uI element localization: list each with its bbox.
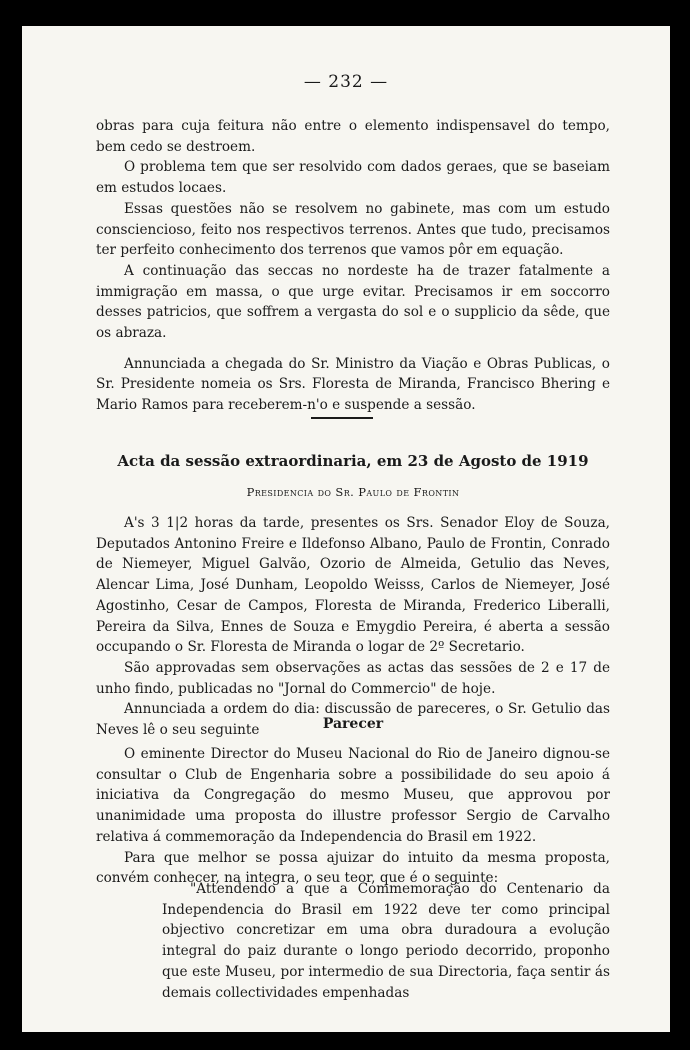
presidencia-line: Presidencia do Sr. Paulo de Frontin [246,485,460,499]
parecer-title: Parecer [322,716,384,732]
paragraph: Annunciada a chegada do Sr. Ministro da Viação e Obras Publicas, o Sr. Presidente nomeia os Srs. Floresta de Miranda, Francisco Bhering e Mario Ramos para receberem-n'o e suspende a sessão. [96,355,610,414]
paragraph: Para que melhor se possa ajuizar do intuito da mesma proposta, convém conhecer, na integra, o seu teor, que é o seguinte: [96,849,610,887]
quote-paragraph: "Attendendo a que a Commemoração do Centenario da Independencia do Brasil em 1922 deve ter como principal objectivo concretizar em uma obra duradoura a evolução integral do paiz durante o longo periodo decorrido, proponho que este Museu, por intermedio de sua Directoria, faça sentir ás demais collectividades empenhadas [162,881,610,1001]
section-acta [96,513,610,741]
section-parecer [96,744,610,889]
section-divider [311,417,373,419]
paragraph: Annunciada a ordem do dia: discussão de pareceres, o Sr. Getulio das Neves lê o seu seguinte [96,701,610,739]
quotation [162,879,610,1003]
paragraph: obras para cuja feitura não entre o elemento indispensavel do tempo, bem cedo se destroem. [96,118,610,155]
paragraph: O eminente Director do Museu Nacional do Rio de Janeiro dignou-se consultar o Club de Engenharia sobre a possibilidade do seu apoio á iniciativa da Congregação do mesmo Museu, que approvou por unanimidade uma proposta do illustre professor Sergio de Carvalho relativa á commemoração da Independencia do Brasil em 1922. [96,746,610,845]
acta-title: Acta da sessão extraordinaria, em 23 de Agosto de 1919 [117,452,589,470]
document-page [22,26,670,1032]
section-continuation [96,116,610,416]
paragraph: A's 3 1|2 horas da tarde, presentes os Srs. Senador Eloy de Souza, Deputados Antonino Freire e Ildefonso Albano, Paulo de Frontin, Conrado de Niemeyer, Miguel Galvão, Ozorio de Almeida, Getulio das Neves, Alencar Lima, José Dunham, Leopoldo Weisss, Carlos de Niemeyer, José Agostinho, Cesar de Campos, Floresta de Miranda, Frederico Liberalli, Pereira da Silva, Ennes de Souza e Emygdio Pereira, é aberta a sessão occupando o Sr. Floresta de Miranda o logar de 2º Secretario. [96,515,610,656]
paragraph: São approvadas sem observações as actas das sessões de 2 e 17 de unho findo, publicadas no "Jornal do Commercio" de hoje. [96,659,610,697]
paragraph: A continuação das seccas no nordeste ha de trazer fatalmente a immigração em massa, o que urge evitar. Precisamos ir em soccorro desses patricios, que soffrem a vergasta do sol e o supplicio da sêde, que os abraza. [96,262,610,342]
page-number: — 232 — [303,72,389,92]
paragraph: O problema tem que ser resolvido com dados geraes, que se baseiam em estudos locaes. [96,159,610,197]
paragraph: Essas questões não se resolvem no gabinete, mas com um estudo consciencioso, feito nos respectivos terrenos. Antes que tudo, precisamos ter perfeito conhecimento dos terrenos que vamos pôr em equação. [96,200,610,259]
